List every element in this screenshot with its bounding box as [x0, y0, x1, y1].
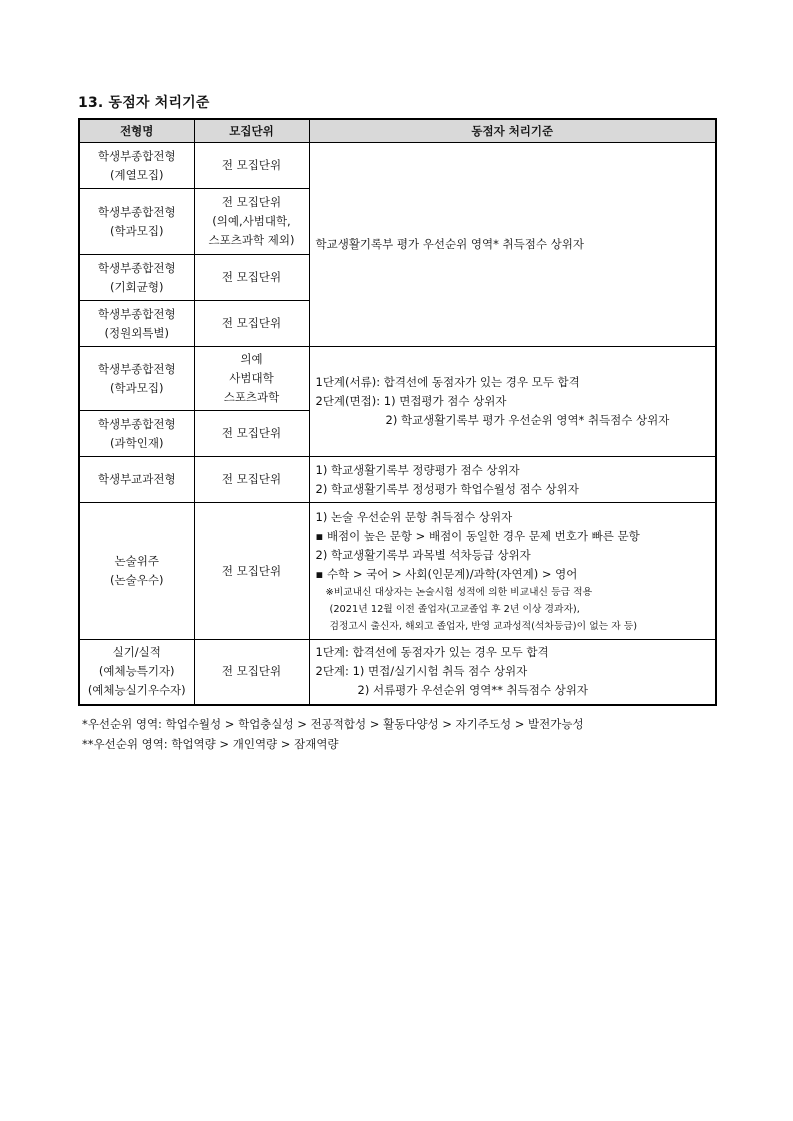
criteria-cell: 1단계(서류): 합격선에 동점자가 있는 경우 모두 합격 2단계(면접): 1) 면접평가 점수 상위자 2) 학교생활기록부 평가 우선순위 영역* 취득점수 상위자 — [309, 347, 716, 457]
criteria-cell: 1) 학교생활기록부 정량평가 점수 상위자 2) 학교생활기록부 정성평가 학업수월성 점수 상위자 — [309, 457, 716, 503]
table-row — [79, 347, 716, 411]
recruitment-unit-cell: 전 모집단위 — [194, 143, 309, 189]
footnote-priority-1: *우선순위 영역: 학업수월성 > 학업충실성 > 전공적합성 > 활동다양성 > 자기주도성 > 발전가능성 — [82, 717, 584, 731]
footnotes — [82, 714, 584, 754]
admission-type-cell: 학생부종합전형 (정원외특별) — [79, 301, 194, 347]
criteria-cell: 1) 논술 우선순위 문항 취득점수 상위자 ▪ 배점이 높은 문항 > 배점이 동일한 경우 문제 번호가 빠른 문항 2) 학교생활기록부 과목별 석차등급 상위자 ▪ 수학 > 국어 > 사회(인문계)/과학(자연계) > 영어 ※비교내신 대상자는 논술시험 성적에 의한 비교내신 등급 적용 (2021년 12월 이전 졸업자(고교졸업 후 2년 이상 경과자), 검정고시 출신자, 해외고 졸업자, 반영 교과성적(석차등급)이 없는 자 등) — [309, 503, 716, 640]
table-row — [79, 457, 716, 503]
header-recruitment-unit: 모집단위 — [194, 119, 309, 143]
admission-type-cell: 실기/실적 (예체능특기자) (예체능실기우수자) — [79, 640, 194, 705]
recruitment-unit-cell: 전 모집단위 — [194, 255, 309, 301]
recruitment-unit-cell: 전 모집단위 — [194, 411, 309, 457]
recruitment-unit-cell: 전 모집단위 — [194, 457, 309, 503]
admission-type-cell: 학생부종합전형 (계열모집) — [79, 143, 194, 189]
table-row — [79, 640, 716, 705]
header-tiebreak-criteria: 동점자 처리기준 — [309, 119, 716, 143]
admission-type-cell: 학생부종합전형 (과학인재) — [79, 411, 194, 457]
admission-type-cell: 학생부종합전형 (기회균형) — [79, 255, 194, 301]
admission-type-cell: 학생부종합전형 (학과모집) — [79, 189, 194, 255]
admission-type-cell: 논술위주 (논술우수) — [79, 503, 194, 640]
admission-type-cell: 학생부교과전형 — [79, 457, 194, 503]
footnote-priority-2: **우선순위 영역: 학업역량 > 개인역량 > 잠재역량 — [82, 737, 339, 751]
criteria-cell: 학교생활기록부 평가 우선순위 영역* 취득점수 상위자 — [309, 143, 716, 347]
table-row — [79, 143, 716, 189]
recruitment-unit-cell: 전 모집단위 (의예,사범대학, 스포츠과학 제외) — [194, 189, 309, 255]
table-row — [79, 503, 716, 640]
tiebreak-table — [78, 118, 717, 706]
recruitment-unit-cell: 전 모집단위 — [194, 503, 309, 640]
table-header-row — [79, 119, 716, 143]
recruitment-unit-cell: 전 모집단위 — [194, 640, 309, 705]
page-title: 13. 동점자 처리기준 — [78, 95, 210, 111]
header-admission-type: 전형명 — [79, 119, 194, 143]
recruitment-unit-cell: 전 모집단위 — [194, 301, 309, 347]
admission-type-cell: 학생부종합전형 (학과모집) — [79, 347, 194, 411]
criteria-cell: 1단계: 합격선에 동점자가 있는 경우 모두 합격 2단계: 1) 면접/실기시험 취득 점수 상위자 2) 서류평가 우선순위 영역** 취득점수 상위자 — [309, 640, 716, 705]
recruitment-unit-cell: 의예 사범대학 스포츠과학 — [194, 347, 309, 411]
